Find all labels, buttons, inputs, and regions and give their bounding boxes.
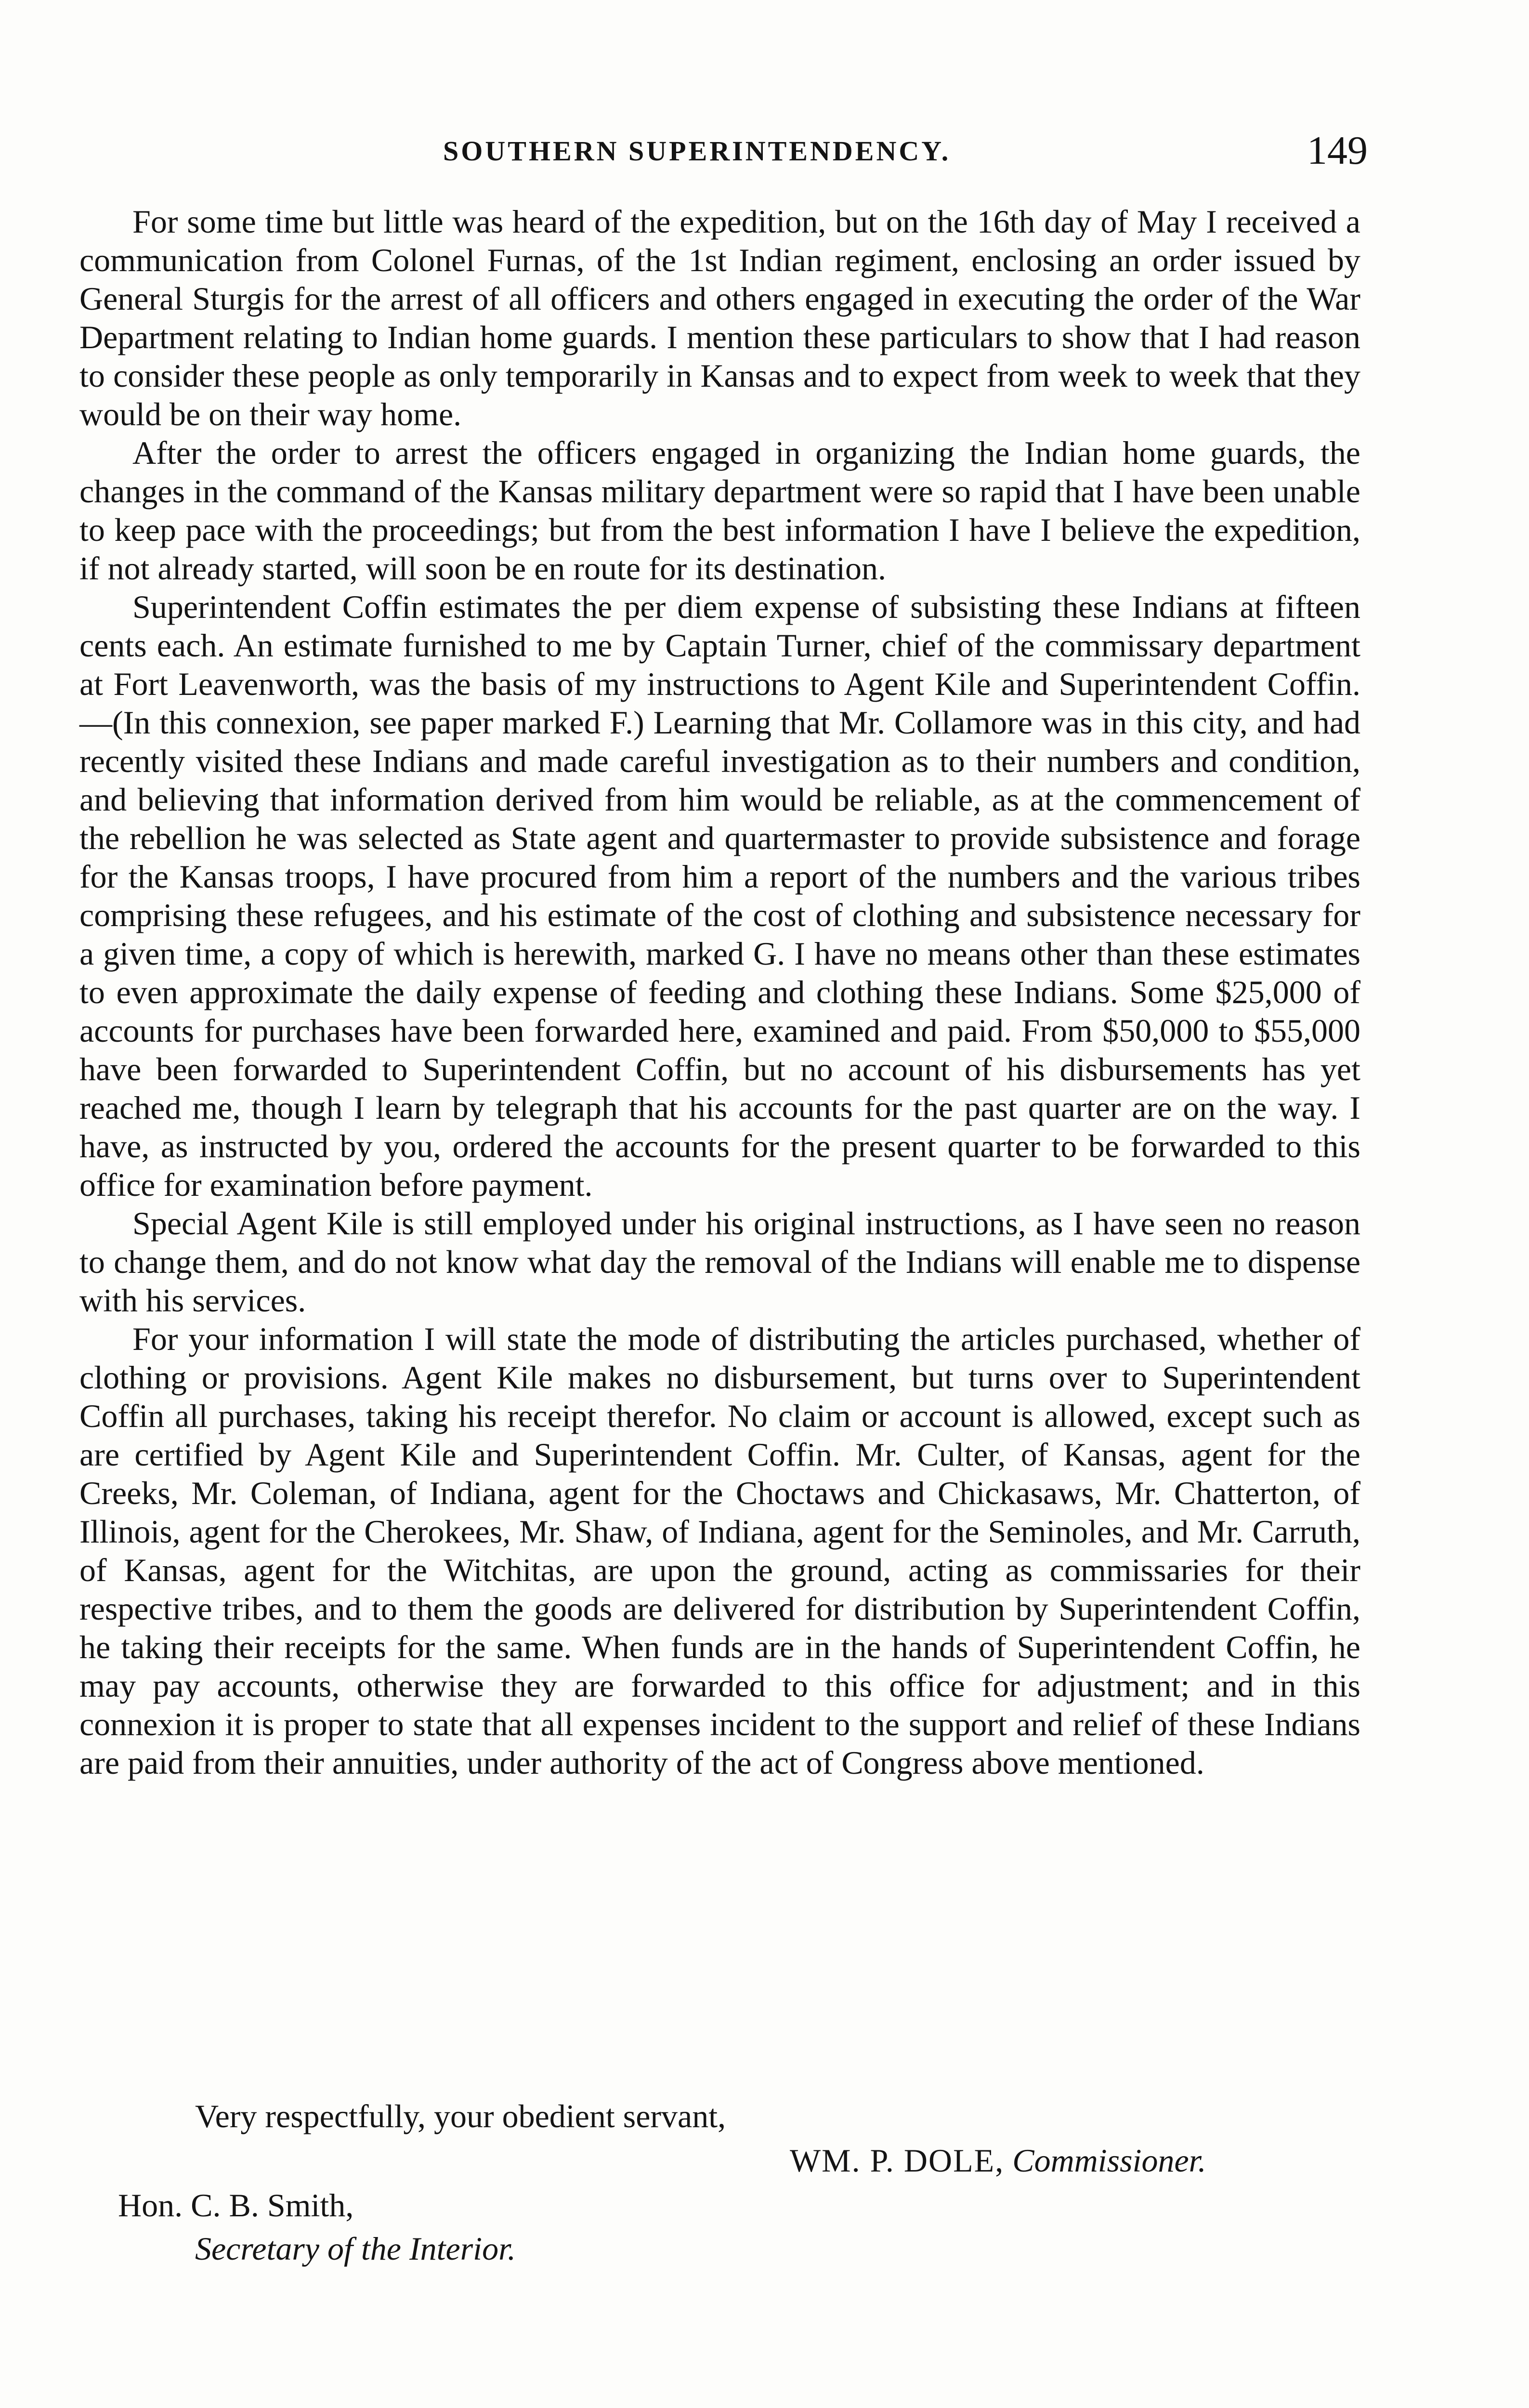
letter-body (79, 202, 1360, 1782)
paragraph: Superintendent Coffin estimates the per diem expense of subsisting these Indians at fifteen cents each. An estimate furnished to me by Captain Turner, chief of the commissary department at Fort Leavenworth, was the basis of my instructions to Agent Kile and Superintendent Coffin.—(In this connexion, see paper marked F.) Learning that Mr. Collamore was in this city, and had recently visited these Indians and made careful investigation as to their numbers and condition, and believing that information derived from him would be reliable, as at the commencement of the rebellion he was selected as State agent and quartermaster to provide subsistence and forage for the Kansas troops, I have procured from him a report of the numbers and the various tribes comprising these refugees, and his estimate of the cost of clothing and subsistence necessary for a given time, a copy of which is herewith, marked G. I have no means other than these estimates to even approximate the daily expense of feeding and clothing these Indians. Some $25,000 of accounts for purchases have been forwarded here, examined and paid. From $50,000 to $55,000 have been forwarded to Superintendent Coffin, but no account of his disbursements has yet reached me, though I learn by telegraph that his accounts for the past quarter are on the way. I have, as instructed by you, ordered the accounts for the present quarter to be forwarded to this office for examination before payment. (79, 589, 1360, 1203)
page-header (77, 130, 1368, 183)
paragraph: For some time but little was heard of the expedition, but on the 16th day of May I received a communication from Colonel Furnas, of the 1st Indian regiment, enclosing an order issued by General Sturgis for the arrest of all officers and others engaged in executing the order of the War Department relating to Indian home guards. I mention these particulars to show that I had reason to consider these people as only temporarily in Kansas and to expect from week to week that they would be on their way home. (79, 203, 1360, 432)
signature-line (790, 2142, 1206, 2180)
valediction: Very respectfully, your obedient servant, (195, 2098, 726, 2134)
page-number: 149 (1307, 128, 1368, 173)
paragraph: For your information I will state the mode of distributing the articles purchased, whether of clothing or provisions. Agent Kile makes no disbursement, but turns over to Superintendent Coffin all purchases, taking his receipt therefor. No claim or account is allowed, except such as are certified by Agent Kile and Superintendent Coffin. Mr. Culter, of Kansas, agent for the Creeks, Mr. Coleman, of Indiana, agent for the Choctaws and Chickasaws, Mr. Chatterton, of Illinois, agent for the Cherokees, Mr. Shaw, of Indiana, agent for the Seminoles, and Mr. Carruth, of Kansas, agent for the Witchitas, are upon the ground, acting as commissaries for their respective tribes, and to them the goods are delivered for distribution by Superintendent Coffin, he taking their receipts for the same. When funds are in the hands of Superintendent Coffin, he may pay accounts, otherwise they are forwarded to this office for adjustment; and in this connexion it is proper to state that all expenses incident to the support and relief of these Indians are paid from their annuities, under authority of the act of Congress above mentioned. (79, 1321, 1360, 1781)
signer-name: WM. P. DOLE, (790, 2142, 1005, 2179)
addressee-name: Hon. C. B. Smith, (118, 2187, 354, 2224)
letter-closing (0, 2097, 1529, 2300)
paragraph: After the order to arrest the officers engaged in organizing the Indian home guards, the changes in the command of the Kansas military department were so rapid that I have been unable to keep pace with the proceedings; but from the best information I have I believe the expedition, if not already started, will soon be en route for its destination. (79, 434, 1360, 587)
signer-title: Commissioner. (1012, 2142, 1206, 2179)
paragraph: Special Agent Kile is still employed under his original instructions, as I have seen no reason to change them, and do not know what day the removal of the Indians will enable me to dispense with his services. (79, 1205, 1360, 1319)
running-head: SOUTHERN SUPERINTENDENCY. (443, 135, 951, 167)
addressee-title: Secretary of the Interior. (195, 2230, 516, 2267)
